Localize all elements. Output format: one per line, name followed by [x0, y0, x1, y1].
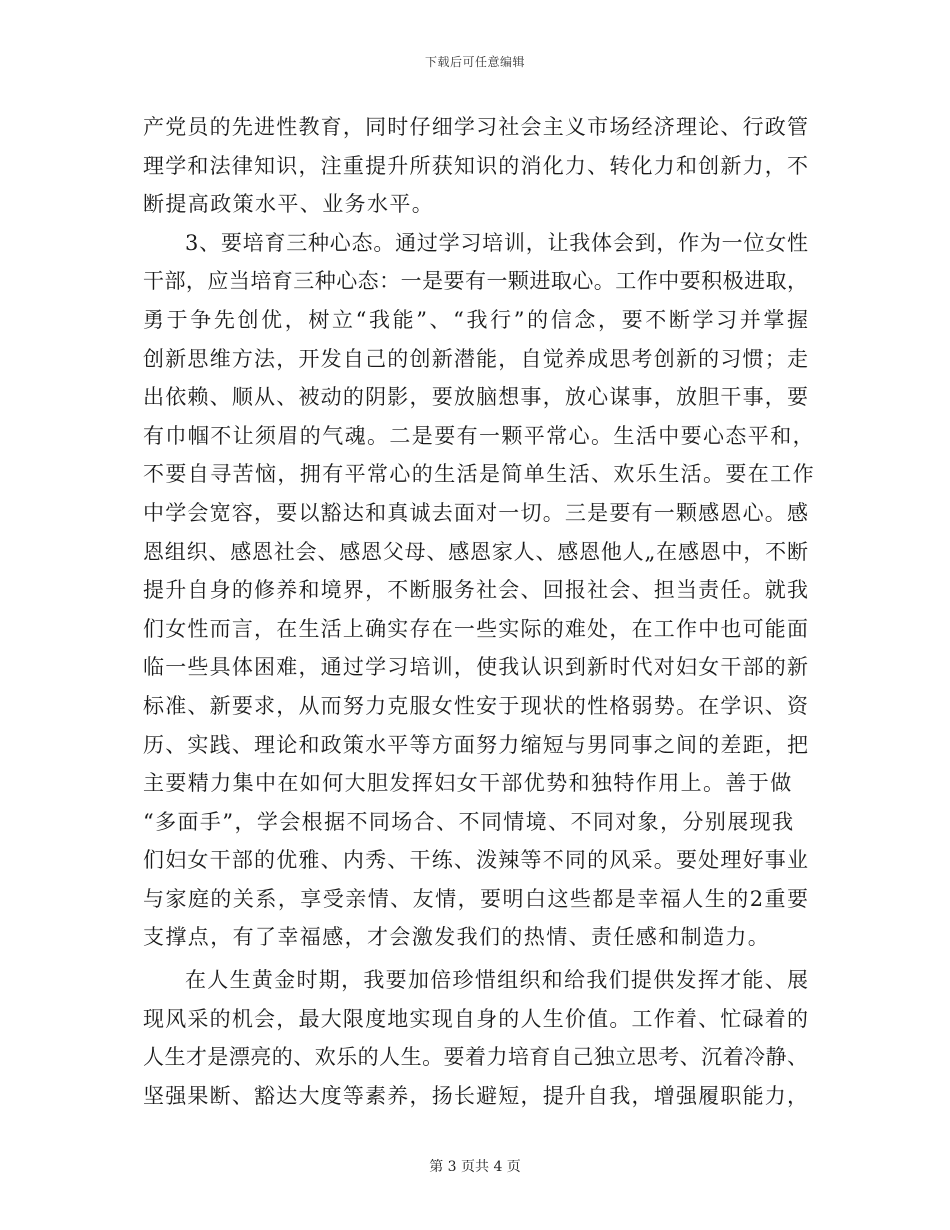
text-line: 创新思维方法，开发自己的创新潜能，自觉养成思考创新的习惯；走 [143, 346, 808, 371]
text-line: 主要精力集中在如何大胆发挥妇女干部优势和独特作用上。善于做 [143, 771, 793, 796]
text-line: 恩组织、感恩社会、感恩父母、感恩家人、感恩他人„在感恩中，不断 [143, 539, 808, 564]
text-line: 产党员的先进性教育，同时仔细学习社会主义市场经济理论、行政管 [143, 115, 808, 139]
text-line: 与家庭的关系，享受亲情、友情，要明白这些都是幸福人生的2重要 [143, 886, 808, 911]
text-line: 理学和法律知识，注重提升所获知识的消化力、转化力和创新力，不 [143, 153, 808, 178]
text-line: 3、要培育三种心态。通过学习培训，让我体会到，作为一位女性 [185, 230, 808, 255]
page-header: 下载后可任意编辑 [424, 55, 525, 69]
text-line: 有巾帼不让须眉的气魂。二是要有一颗平常心。生活中要心态平和， [143, 423, 815, 448]
text-line: 勇于争先创优，树立“我能”、“我行”的信念，要不断学习并掌握 [143, 307, 808, 332]
page-footer: 第 3 页共 4 页 [429, 1159, 521, 1175]
text-line: “多面手”，学会根据不同场合、不同情境、不同对象，分别展现我 [143, 809, 795, 834]
paragraph-3 [143, 961, 808, 1115]
text-line: 出依赖、顺从、被动的阴影，要放脑想事，放心谋事，放胆干事，要 [143, 385, 808, 410]
text-line: 们女性而言，在生活上确实存在一些实际的难处，在工作中也可能面 [143, 616, 808, 641]
text-line: 不要自寻苦恼，拥有平常心的生活是简单生活、欢乐生活。要在工作 [143, 462, 815, 487]
text-line: 中学会宽容，要以豁达和真诚去面对一切。三是要有一颗感恩心。感 [143, 500, 808, 525]
text-line: 人生才是漂亮的、欢乐的人生。要着力培育自己独立思考、沉着冷静、 [143, 1045, 808, 1070]
text-line: 现风采的机会，最大限度地实现自身的人生价值。工作着、忙碌着的 [143, 1006, 808, 1031]
text-line: 支撑点，有了幸福感，才会激发我们的热情、责任感和制造力。 [143, 925, 771, 950]
text-line: 在人生黄金时期，我要加倍珍惜组织和给我们提供发挥才能、展 [185, 968, 808, 993]
text-line: 们妇女干部的优雅、内秀、干练、泼辣等不同的风采。要处理好事业 [143, 848, 808, 873]
text-line: 提升自身的修养和境界，不断服务社会、回报社会、担当责任。就我 [143, 578, 808, 603]
text-line: 历、实践、理论和政策水平等方面努力缩短与男同事之间的差距，把 [143, 732, 808, 757]
text-line: 标准、新要求，从而努力克服女性安于现状的性格弱势。在学识、资 [143, 693, 808, 718]
text-line: 断提高政策水平、业务水平。 [143, 192, 435, 217]
text-line: 干部，应当培育三种心态：一是要有一颗进取心。工作中要积极进取， [143, 269, 808, 294]
paragraph-2 [143, 224, 815, 957]
text-line: 坚强果断、豁达大度等素养，扬长避短，提升自我，增强履职能力， [143, 1083, 808, 1108]
paragraph-1 [143, 108, 808, 224]
text-line: 临一些具体困难，通过学习培训，使我认识到新时代对妇女干部的新 [143, 655, 808, 680]
document-body [143, 108, 815, 1115]
